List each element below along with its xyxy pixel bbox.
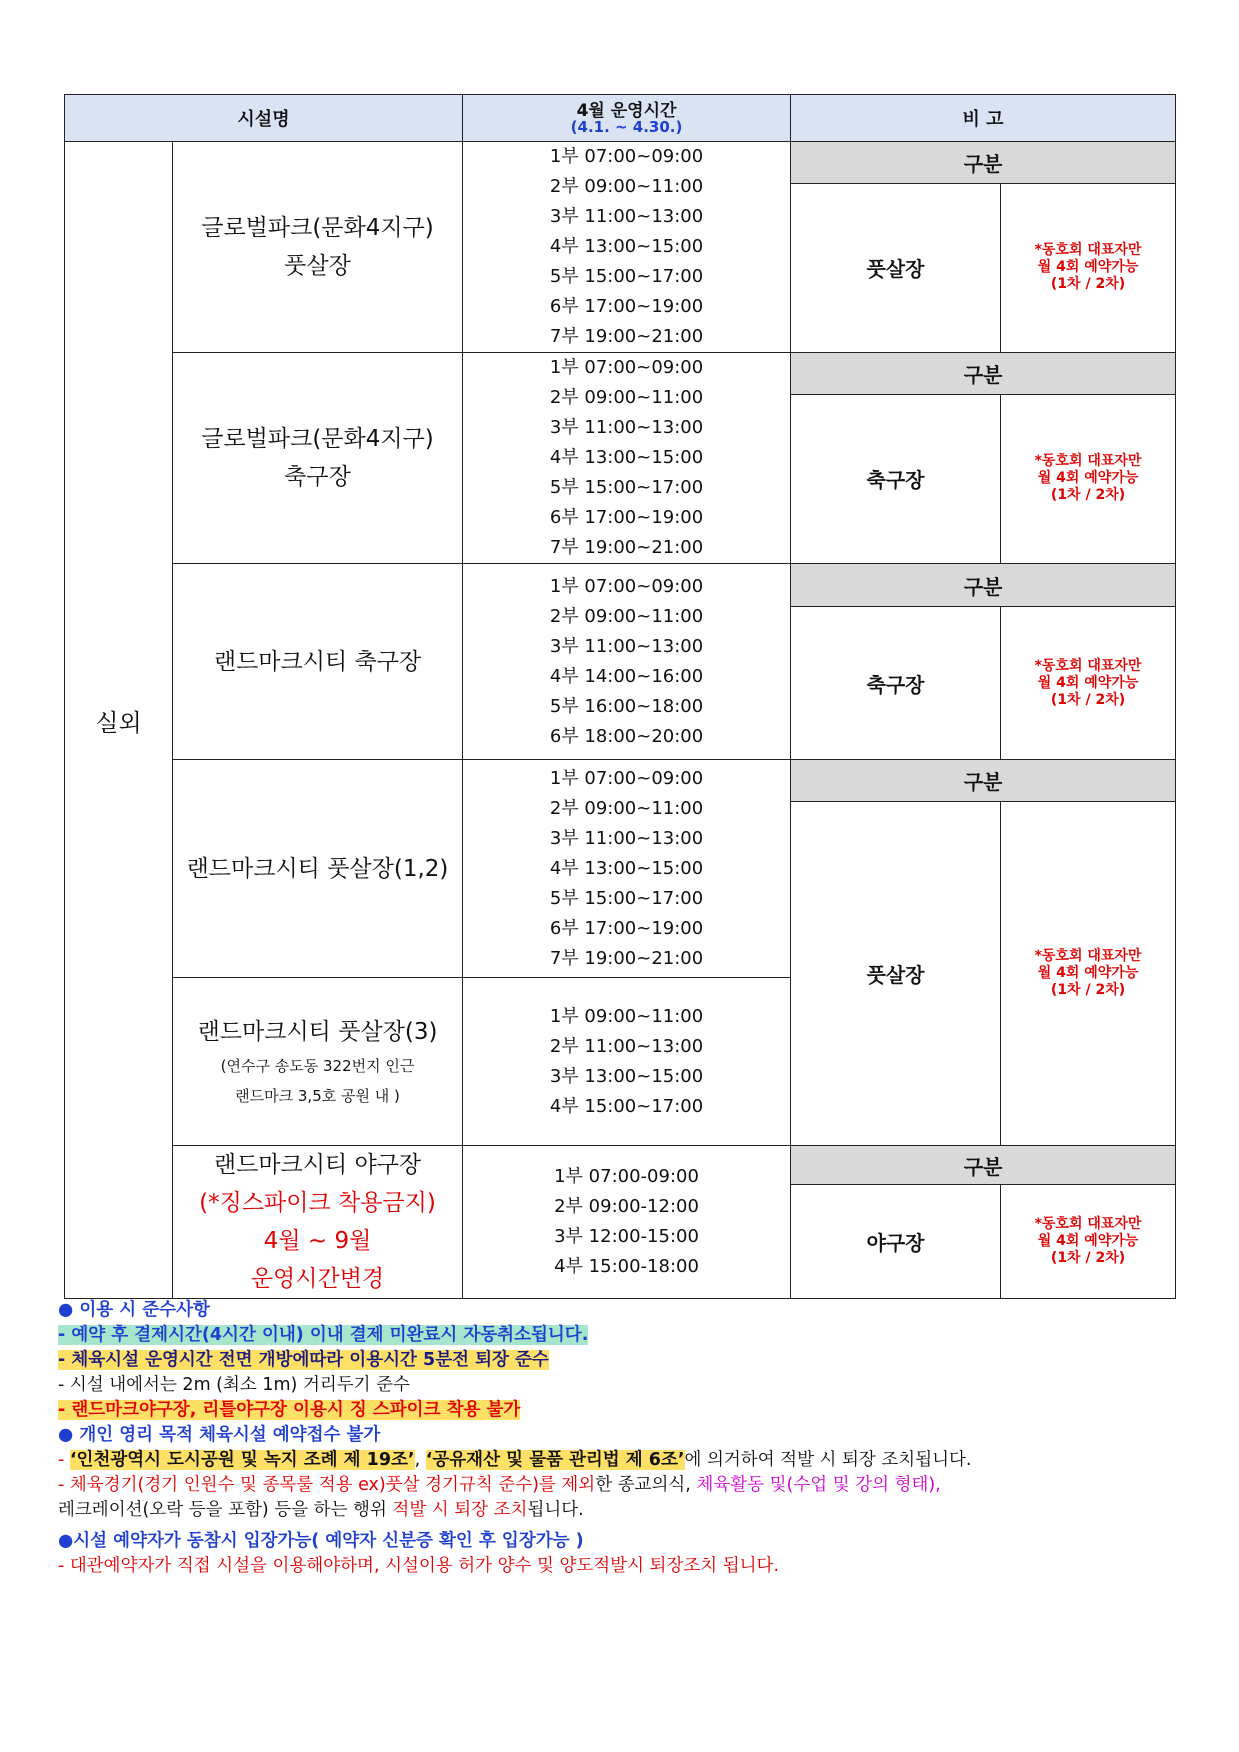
time-slots: [463, 1146, 791, 1299]
facility-address: (연수구 송도동 322번지 인근: [220, 1056, 415, 1075]
header-hours: [463, 95, 791, 142]
note-text: - 체육경기(경기 인원수 및 종목룰 적용 ex)풋살 경기규칙 준수)를 제외: [58, 1475, 596, 1495]
time-slots: [463, 564, 791, 760]
time-slot: 1부 07:00~09:00: [549, 146, 704, 167]
note-line: 월 4회 예약가능: [1037, 470, 1139, 487]
notes-title-compliance: ● 이용 시 준수사항: [58, 1300, 210, 1320]
note-line: 월 4회 예약가능: [1037, 965, 1139, 981]
notes-title-commercial: ● 개인 영리 목적 체육시설 예약접수 불가: [58, 1425, 381, 1445]
booking-note: [1001, 607, 1176, 760]
category-outdoor: 실외: [65, 142, 173, 1299]
time-slot: 6부 18:00~20:00: [549, 725, 704, 747]
time-slot: 5부 16:00~18:00: [549, 695, 704, 717]
time-slot: 5부 15:00~17:00: [549, 266, 704, 287]
note-line: 월 4회 예약가능: [1037, 1233, 1139, 1250]
time-slot: 4부 15:00~17:00: [549, 1095, 704, 1117]
note-text: 레크레이션(오락 등을 포함) 등을 하는 행위: [58, 1500, 393, 1520]
usage-notes: [58, 1298, 1188, 1579]
time-slot: 4부 13:00~15:00: [549, 447, 704, 468]
time-slot: 1부 09:00~11:00: [549, 1005, 704, 1027]
time-slot: 6부 17:00~19:00: [549, 507, 704, 528]
booking-note: [1001, 802, 1176, 1146]
time-slot: 2부 09:00~11:00: [549, 387, 704, 408]
note-text: 됩니다.: [527, 1500, 584, 1520]
facility-name: [173, 978, 463, 1146]
time-slot: 2부 09:00~11:00: [549, 797, 704, 819]
facility-warning: (*징스파이크 착용금지): [199, 1190, 436, 1216]
facility-name: [173, 353, 463, 564]
facility-type: 풋살장: [791, 183, 1001, 352]
note-activities: [58, 1473, 1188, 1498]
note-line: *동호회 대표자만: [1034, 242, 1142, 259]
time-slot: 5부 15:00~17:00: [549, 887, 704, 909]
ordinance-ref: ‘인천광역시 도시공원 및 녹지 조례 제 19조’: [69, 1450, 415, 1470]
header-hours-title: 4월 운영시간: [576, 100, 677, 121]
facility-type: 풋살장: [791, 802, 1001, 1146]
note-text: 적발 시 퇴장 조치: [392, 1500, 528, 1520]
facility-name-line: 축구장: [284, 464, 351, 490]
facility-name: [173, 142, 463, 353]
law-ref: ‘공유재산 및 물품 관리법 제 6조’: [425, 1450, 685, 1470]
facility-name-line: 랜드마크시티 야구장: [213, 1152, 422, 1178]
booking-note: [1001, 394, 1176, 563]
facility-name: [173, 1146, 463, 1299]
gubun-header: 구분: [791, 760, 1176, 802]
facility-type: 축구장: [791, 394, 1001, 563]
time-slot: 4부 14:00~16:00: [549, 665, 704, 687]
note-spike: - 랜드마크야구장, 리틀야구장 이용시 징 스파이크 착용 불가: [58, 1400, 521, 1420]
note-line: (1차 / 2차): [1050, 276, 1126, 293]
facility-name-line: 글로벌파크(문화4지구): [201, 426, 434, 452]
time-slot: 1부 07:00~09:00: [549, 357, 704, 378]
note-ordinance: [58, 1448, 1188, 1473]
note-distancing: - 시설 내에서는 2m (최소 1m) 거리두기 준수: [58, 1375, 410, 1395]
note-line: *동호회 대표자만: [1034, 453, 1142, 470]
header-hours-range: (4.1. ~ 4.30.): [570, 117, 683, 136]
note-payment: - 예약 후 결제시간(4시간 이내) 이내 결제 미완료시 자동취소됩니다.: [58, 1325, 589, 1345]
time-slot: 7부 19:00~21:00: [549, 537, 704, 558]
time-slot: 1부 07:00~09:00: [549, 767, 704, 789]
facility-name: [173, 760, 463, 978]
time-slot: 2부 09:00~11:00: [549, 176, 704, 197]
note-line: (1차 / 2차): [1050, 982, 1126, 998]
note-exit-time: - 체육시설 운영시간 전면 개방에따라 이용시간 5분전 퇴장 준수: [58, 1350, 549, 1370]
time-slot: 3부 12:00-15:00: [554, 1226, 699, 1247]
note-text: ,: [414, 1450, 426, 1470]
facility-name-line: 풋살장: [284, 253, 351, 279]
header-remarks: 비 고: [791, 95, 1176, 142]
gubun-header: 구분: [791, 1146, 1176, 1185]
time-slots: [463, 142, 791, 353]
time-slot: 5부 15:00~17:00: [549, 477, 704, 498]
facility-type: 야구장: [791, 1185, 1001, 1299]
time-slot: 6부 17:00~19:00: [549, 917, 704, 939]
note-text: 체육활동 및(수업 및 강의 형태),: [696, 1475, 941, 1495]
time-slot: 2부 11:00~13:00: [549, 1035, 704, 1057]
time-slot: 1부 07:00-09:00: [554, 1166, 699, 1187]
booking-note: [1001, 1185, 1176, 1299]
time-slot: 1부 07:00~09:00: [549, 575, 704, 597]
time-slot: 3부 13:00~15:00: [549, 1065, 704, 1087]
facility-name-line: 글로벌파크(문화4지구): [201, 215, 434, 241]
gubun-header: 구분: [791, 353, 1176, 395]
note-text: -: [58, 1450, 70, 1470]
facility-schedule-table: [64, 94, 1176, 1299]
time-slots: [463, 978, 791, 1146]
note-line: *동호회 대표자만: [1034, 948, 1142, 964]
note-line: (1차 / 2차): [1050, 1250, 1126, 1267]
time-slot: 3부 11:00~13:00: [549, 206, 704, 227]
facility-warning: 운영시간변경: [250, 1266, 385, 1292]
time-slot: 4부 13:00~15:00: [549, 236, 704, 257]
facility-type: 축구장: [791, 607, 1001, 760]
time-slot: 3부 11:00~13:00: [549, 417, 704, 438]
note-activities-cont: [58, 1498, 1188, 1523]
time-slot: 6부 17:00~19:00: [549, 296, 704, 317]
time-slot: 7부 19:00~21:00: [549, 326, 704, 347]
note-line: 월 4회 예약가능: [1037, 259, 1139, 276]
facility-name-line: 랜드마크시티 풋살장(3): [197, 1018, 438, 1045]
header-facility: 시설명: [65, 95, 463, 142]
notes-title-entry: ●시설 예약자가 동참시 입장가능( 예약자 신분증 확인 후 입장가능 ): [58, 1531, 584, 1551]
note-line: (1차 / 2차): [1050, 691, 1126, 708]
time-slot: 3부 11:00~13:00: [549, 635, 704, 657]
note-line: *동호회 대표자만: [1034, 657, 1142, 674]
time-slot: 4부 15:00-18:00: [554, 1256, 699, 1277]
note-line: (1차 / 2차): [1050, 487, 1126, 504]
facility-name-line: 랜드마크시티 축구장: [213, 648, 422, 675]
time-slot: 3부 11:00~13:00: [549, 827, 704, 849]
gubun-header: 구분: [791, 142, 1176, 184]
time-slot: 2부 09:00-12:00: [554, 1196, 699, 1217]
note-line: *동호회 대표자만: [1034, 1216, 1142, 1233]
facility-warning: 4월 ~ 9월: [263, 1228, 372, 1254]
facility-address: 랜드마크 3,5호 공원 내 ): [235, 1086, 400, 1105]
booking-note: [1001, 183, 1176, 352]
note-line: 월 4회 예약가능: [1037, 674, 1139, 691]
time-slot: 7부 19:00~21:00: [549, 947, 704, 969]
gubun-header: 구분: [791, 564, 1176, 607]
facility-name-line: 랜드마크시티 풋살장(1,2): [186, 855, 449, 882]
time-slots: [463, 760, 791, 978]
note-text: 한 종교의식,: [595, 1475, 697, 1495]
time-slot: 4부 13:00~15:00: [549, 857, 704, 879]
time-slot: 2부 09:00~11:00: [549, 605, 704, 627]
facility-name: [173, 564, 463, 760]
note-text: 에 의거하여 적발 시 퇴장 조치됩니다.: [684, 1450, 972, 1470]
note-transfer: - 대관예약자가 직접 시설을 이용해야하며, 시설이용 허가 양수 및 양도적발시 퇴장조치 됩니다.: [58, 1556, 780, 1576]
time-slots: [463, 353, 791, 564]
